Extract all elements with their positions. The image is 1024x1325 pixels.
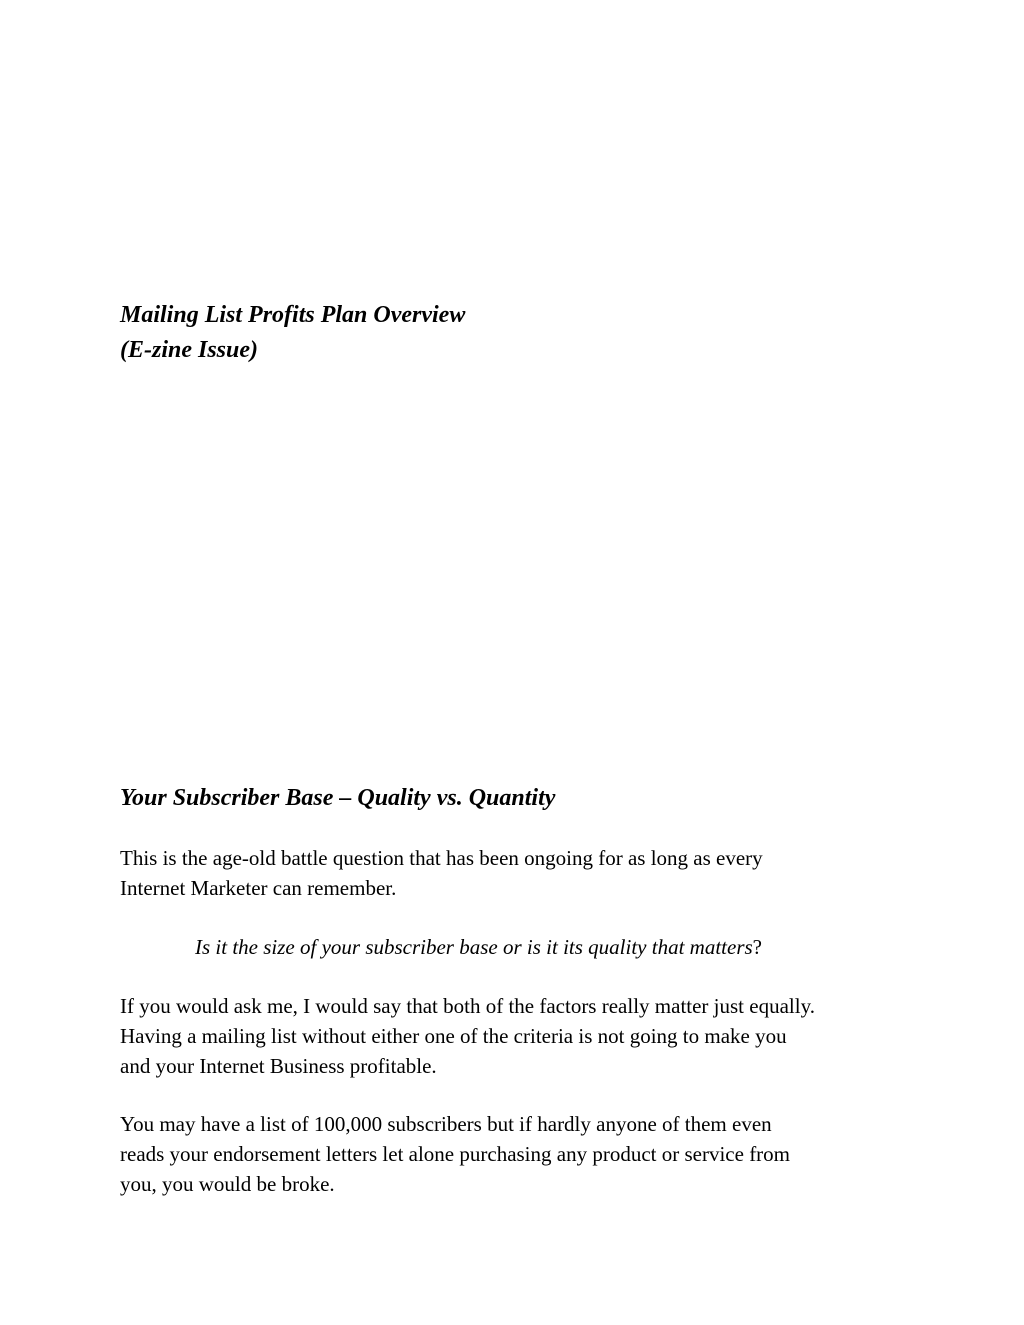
paragraph-intro	[120, 843, 920, 903]
paragraph-line: and your Internet Business profitable.	[120, 1054, 437, 1078]
paragraph-line: If you would ask me, I would say that both of the factors really matter just equally.	[120, 994, 815, 1018]
document-title-line-2: (E-zine Issue)	[120, 337, 259, 363]
paragraph-line: This is the age-old battle question that has been ongoing for as long as every	[120, 846, 763, 870]
paragraph-example	[120, 1109, 920, 1199]
question-quote-text: Is it the size of your subscriber base or is it its quality that matters	[195, 935, 753, 959]
question-mark: ?	[752, 935, 762, 959]
paragraph-line: Having a mailing list without either one of the criteria is not going to make you	[120, 1024, 787, 1048]
paragraph-line: reads your endorsement letters let alone purchasing any product or service from	[120, 1142, 791, 1166]
section-heading: Your Subscriber Base – Quality vs. Quantity	[120, 785, 556, 811]
document-title-line-1: Mailing List Profits Plan Overview	[120, 302, 466, 328]
document-title	[120, 298, 465, 368]
paragraph-opinion	[120, 991, 920, 1081]
paragraph-line: you, you would be broke.	[120, 1172, 335, 1196]
question-quote	[195, 932, 762, 962]
paragraph-line: You may have a list of 100,000 subscribers but if hardly anyone of them even	[120, 1112, 772, 1136]
paragraph-line: Internet Marketer can remember.	[120, 876, 397, 900]
